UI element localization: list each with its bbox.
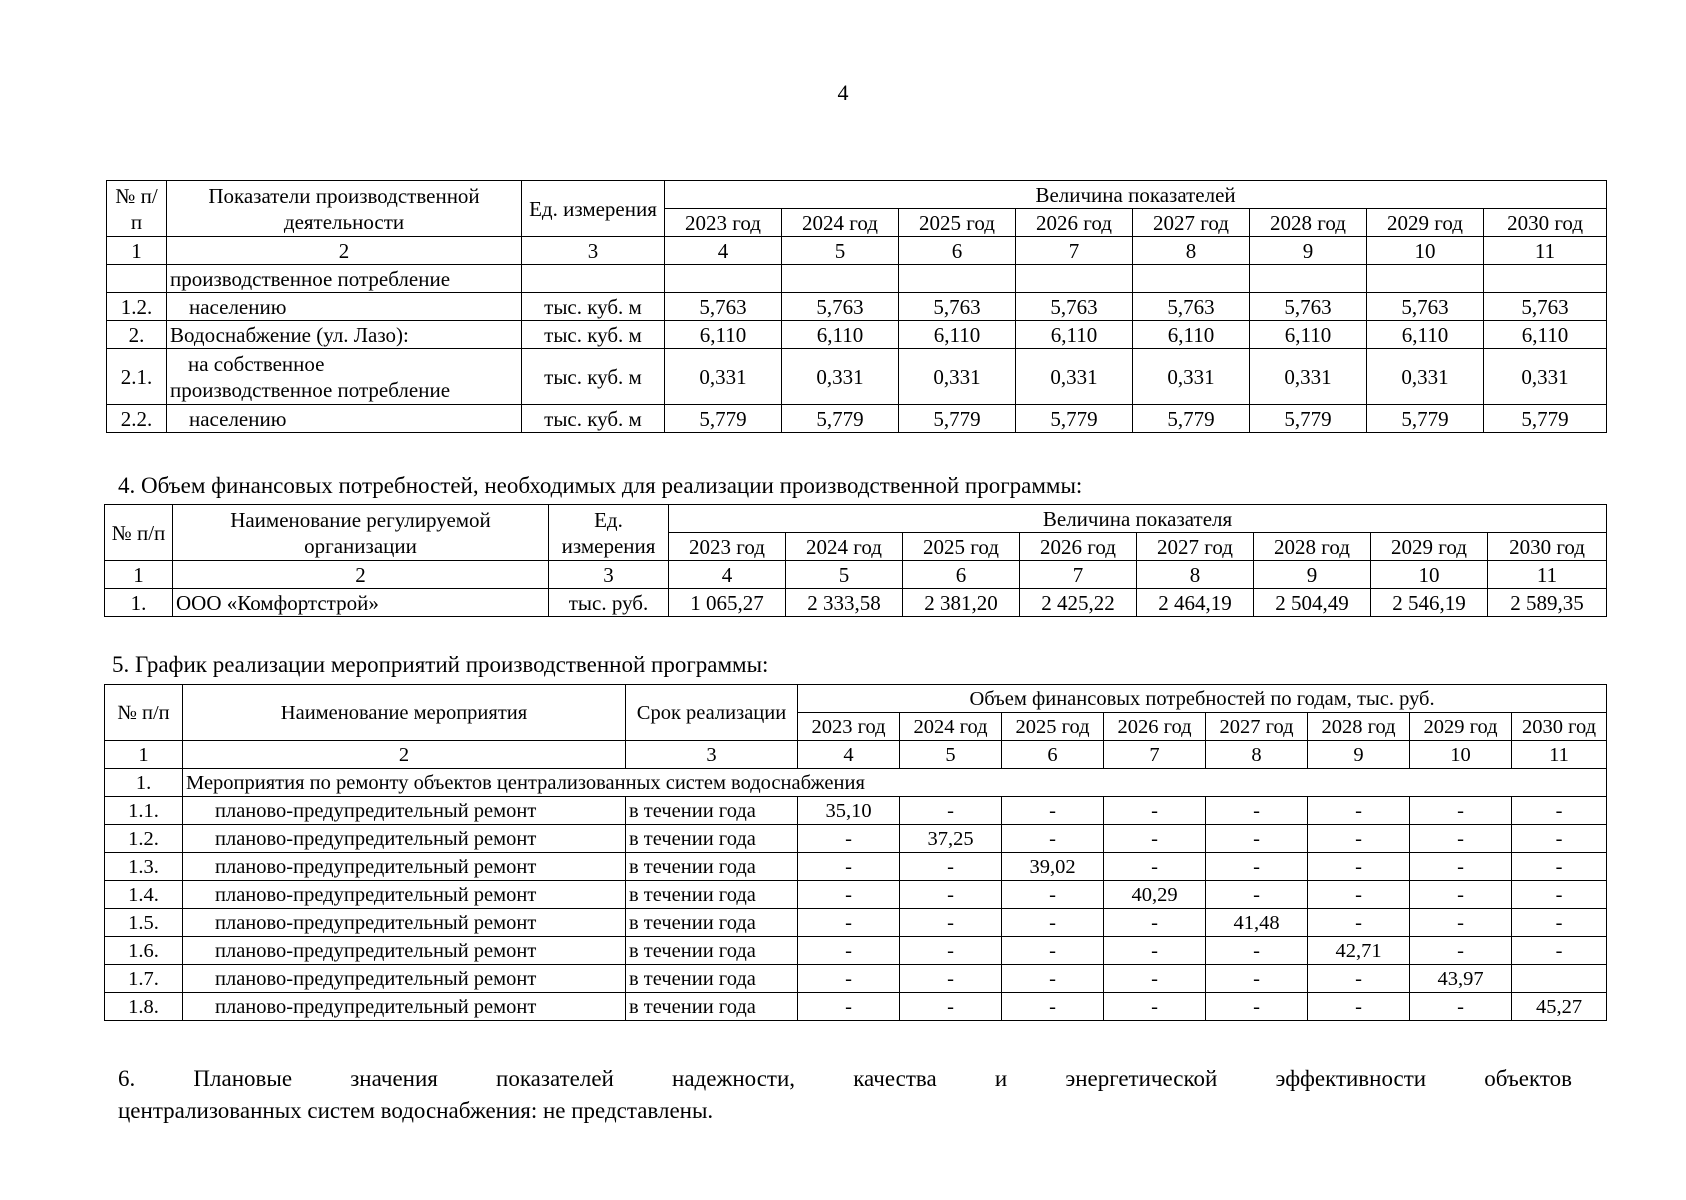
col-number: 5 — [900, 741, 1002, 769]
row-value: - — [1206, 937, 1308, 965]
table-row — [105, 825, 1607, 853]
table-row — [105, 909, 1607, 937]
row-value: 42,71 — [1308, 937, 1410, 965]
header-year: 2026 год — [1104, 713, 1206, 741]
row-num: 1. — [105, 769, 183, 797]
header-indicator: Показатели производственной деятельности — [167, 181, 522, 237]
row-term: в течении года — [626, 853, 798, 881]
row-num: 1.5. — [105, 909, 183, 937]
row-value: 0,331 — [899, 349, 1016, 405]
col-number: 7 — [1020, 561, 1137, 589]
header-year: 2029 год — [1410, 713, 1512, 741]
row-name: планово-предупредительный ремонт — [183, 965, 626, 993]
row-value: - — [1206, 797, 1308, 825]
col-number: 2 — [167, 237, 522, 265]
row-value: - — [900, 937, 1002, 965]
row-value: 40,29 — [1104, 881, 1206, 909]
row-value: 39,02 — [1002, 853, 1104, 881]
row-value: - — [1512, 909, 1607, 937]
col-number: 6 — [899, 237, 1016, 265]
col-number: 2 — [183, 741, 626, 769]
col-number: 2 — [173, 561, 549, 589]
row-value: 0,331 — [782, 349, 899, 405]
row-num: 1.3. — [105, 853, 183, 881]
table-row — [107, 405, 1607, 433]
row-value: - — [798, 909, 900, 937]
row-value: - — [1410, 993, 1512, 1021]
header-num: № п/п — [105, 505, 173, 561]
schedule-table — [104, 684, 1607, 1021]
row-unit: тыс. руб. — [549, 589, 669, 617]
row-value: 41,48 — [1206, 909, 1308, 937]
row-value: - — [798, 881, 900, 909]
col-number: 3 — [549, 561, 669, 589]
row-term: в течении года — [626, 937, 798, 965]
row-num: 1.2. — [105, 825, 183, 853]
row-value: - — [1002, 937, 1104, 965]
row-value: - — [1308, 825, 1410, 853]
header-year: 2029 год — [1371, 533, 1488, 561]
row-value: 5,763 — [1250, 293, 1367, 321]
header-year: 2026 год — [1016, 209, 1133, 237]
col-number: 9 — [1308, 741, 1410, 769]
row-name: населению — [167, 293, 522, 321]
row-value: - — [798, 965, 900, 993]
row-value: 5,779 — [1250, 405, 1367, 433]
header-year: 2023 год — [665, 209, 782, 237]
col-number: 6 — [1002, 741, 1104, 769]
production-indicators-table — [106, 180, 1607, 433]
header-year: 2023 год — [669, 533, 786, 561]
row-value: 5,779 — [665, 405, 782, 433]
header-year: 2023 год — [798, 713, 900, 741]
header-num: № п/п — [105, 685, 183, 741]
row-name-line: на собственное — [188, 351, 325, 376]
row-term: в течении года — [626, 965, 798, 993]
row-value: - — [1002, 993, 1104, 1021]
row-name — [167, 349, 522, 405]
page-number: 4 — [837, 80, 849, 105]
header-year: 2030 год — [1484, 209, 1607, 237]
row-unit: тыс. куб. м — [522, 293, 665, 321]
row-value: - — [1512, 937, 1607, 965]
row-value: 0,331 — [1484, 349, 1607, 405]
table-row — [105, 797, 1607, 825]
row-value: - — [1104, 853, 1206, 881]
row-value: 0,331 — [665, 349, 782, 405]
row-unit: тыс. куб. м — [522, 321, 665, 349]
row-value: - — [1104, 937, 1206, 965]
row-value: 2 381,20 — [903, 589, 1020, 617]
row-value: 6,110 — [1484, 321, 1607, 349]
row-value: 5,763 — [899, 293, 1016, 321]
row-value: - — [1512, 853, 1607, 881]
row-value: 5,779 — [899, 405, 1016, 433]
col-number: 5 — [782, 237, 899, 265]
row-num: 1.7. — [105, 965, 183, 993]
table-row — [105, 881, 1607, 909]
row-value: 1 065,27 — [669, 589, 786, 617]
section5-title: 5. График реализации мероприятий производственной программы: — [112, 652, 769, 677]
row-value: 2 546,19 — [1371, 589, 1488, 617]
row-value: - — [1002, 965, 1104, 993]
row-value: - — [1512, 825, 1607, 853]
col-number: 8 — [1137, 561, 1254, 589]
row-value: - — [1410, 853, 1512, 881]
row-value: 5,779 — [1367, 405, 1484, 433]
col-number: 4 — [798, 741, 900, 769]
table-row — [107, 321, 1607, 349]
row-value: 5,763 — [1133, 293, 1250, 321]
row-unit: тыс. куб. м — [522, 349, 665, 405]
col-number: 4 — [669, 561, 786, 589]
row-value: 5,763 — [1016, 293, 1133, 321]
row-value: - — [1104, 965, 1206, 993]
header-year: 2029 год — [1367, 209, 1484, 237]
row-value: 5,763 — [1484, 293, 1607, 321]
header-year: 2030 год — [1488, 533, 1607, 561]
section6-line2: централизованных систем водоснабжения: не представлены. — [118, 1098, 714, 1123]
col-number: 10 — [1367, 237, 1484, 265]
table-row — [107, 293, 1607, 321]
row-value: 2 464,19 — [1137, 589, 1254, 617]
row-num: 1.1. — [105, 797, 183, 825]
row-name-line: производственное потребление — [170, 377, 451, 402]
row-name: планово-предупредительный ремонт — [183, 825, 626, 853]
row-value: 6,110 — [782, 321, 899, 349]
row-value: - — [1410, 937, 1512, 965]
row-num: 2.1. — [107, 349, 167, 405]
row-value: - — [1308, 853, 1410, 881]
col-number: 1 — [105, 741, 183, 769]
row-value: - — [1410, 881, 1512, 909]
table-row — [107, 265, 1607, 293]
row-value: 2 425,22 — [1020, 589, 1137, 617]
row-value: 5,763 — [1367, 293, 1484, 321]
row-name: производственное потребление — [167, 265, 522, 293]
col-number: 3 — [626, 741, 798, 769]
row-value: - — [900, 993, 1002, 1021]
col-number: 11 — [1512, 741, 1607, 769]
row-value: - — [1104, 825, 1206, 853]
row-term: в течении года — [626, 881, 798, 909]
row-num: 1. — [105, 589, 173, 617]
row-value: 0,331 — [1016, 349, 1133, 405]
col-number: 7 — [1016, 237, 1133, 265]
row-value: 35,10 — [798, 797, 900, 825]
row-value: - — [900, 881, 1002, 909]
col-number: 9 — [1250, 237, 1367, 265]
row-unit: тыс. куб. м — [522, 405, 665, 433]
row-num: 1.4. — [105, 881, 183, 909]
row-value: 2 589,35 — [1488, 589, 1607, 617]
row-value: 5,763 — [782, 293, 899, 321]
table-row — [105, 853, 1607, 881]
header-year: 2024 год — [782, 209, 899, 237]
row-value: - — [1104, 797, 1206, 825]
row-value: - — [1002, 797, 1104, 825]
row-value: 6,110 — [1016, 321, 1133, 349]
col-number: 8 — [1206, 741, 1308, 769]
group-row-name: Мероприятия по ремонту объектов централизованных систем водоснабжения — [183, 769, 1607, 797]
row-value: 5,779 — [1133, 405, 1250, 433]
section6-paragraph — [118, 1063, 1572, 1127]
row-value: 2 333,58 — [786, 589, 903, 617]
header-year: 2027 год — [1133, 209, 1250, 237]
col-number: 7 — [1104, 741, 1206, 769]
row-value: 6,110 — [899, 321, 1016, 349]
header-values-group: Величина показателя — [669, 505, 1607, 533]
header-name: Наименование мероприятия — [183, 685, 626, 741]
row-value: - — [900, 909, 1002, 937]
header-year: 2027 год — [1206, 713, 1308, 741]
row-value: - — [1512, 881, 1607, 909]
section4-title: 4. Объем финансовых потребностей, необходимых для реализации производственной программы: — [118, 473, 1083, 498]
row-value: 0,331 — [1133, 349, 1250, 405]
row-name: населению — [167, 405, 522, 433]
row-value: - — [1512, 797, 1607, 825]
row-value: - — [798, 853, 900, 881]
row-name: Водоснабжение (ул. Лазо): — [167, 321, 522, 349]
row-value: - — [1308, 965, 1410, 993]
row-value: 6,110 — [1367, 321, 1484, 349]
table-row — [105, 993, 1607, 1021]
row-value: - — [798, 993, 900, 1021]
row-value: 37,25 — [900, 825, 1002, 853]
row-term: в течении года — [626, 825, 798, 853]
row-value: - — [798, 825, 900, 853]
header-year: 2030 год — [1512, 713, 1607, 741]
header-values-group: Величина показателей — [665, 181, 1607, 209]
col-number: 3 — [522, 237, 665, 265]
col-number: 10 — [1371, 561, 1488, 589]
row-value: - — [1308, 993, 1410, 1021]
col-number: 5 — [786, 561, 903, 589]
row-value — [1512, 965, 1607, 993]
header-year: 2025 год — [899, 209, 1016, 237]
table-row — [105, 589, 1607, 617]
row-name: планово-предупредительный ремонт — [183, 937, 626, 965]
row-value: - — [1002, 881, 1104, 909]
row-value: 0,331 — [1250, 349, 1367, 405]
header-year: 2028 год — [1250, 209, 1367, 237]
header-values-group: Объем финансовых потребностей по годам, тыс. руб. — [798, 685, 1607, 713]
row-value: - — [1104, 993, 1206, 1021]
row-value: - — [798, 937, 900, 965]
row-term: в течении года — [626, 797, 798, 825]
col-number: 4 — [665, 237, 782, 265]
table-row — [105, 937, 1607, 965]
col-number: 1 — [107, 237, 167, 265]
col-number: 8 — [1133, 237, 1250, 265]
row-value: - — [1308, 797, 1410, 825]
row-value: 6,110 — [1250, 321, 1367, 349]
row-value: 43,97 — [1410, 965, 1512, 993]
header-term: Срок реализации — [626, 685, 798, 741]
col-number: 6 — [903, 561, 1020, 589]
row-value: - — [900, 797, 1002, 825]
row-value: - — [1206, 881, 1308, 909]
col-number: 10 — [1410, 741, 1512, 769]
row-num: 1.2. — [107, 293, 167, 321]
header-year: 2024 год — [900, 713, 1002, 741]
header-year: 2027 год — [1137, 533, 1254, 561]
row-value: 0,331 — [1367, 349, 1484, 405]
group-row — [105, 769, 1607, 797]
row-value: 5,763 — [665, 293, 782, 321]
row-value: - — [900, 965, 1002, 993]
row-value: - — [1206, 993, 1308, 1021]
row-value: 6,110 — [1133, 321, 1250, 349]
row-value: - — [1206, 965, 1308, 993]
row-value: 2 504,49 — [1254, 589, 1371, 617]
col-number: 9 — [1254, 561, 1371, 589]
row-value: 5,779 — [1484, 405, 1607, 433]
header-unit: Ед. измерения — [549, 505, 669, 561]
row-name: планово-предупредительный ремонт — [183, 797, 626, 825]
header-year: 2028 год — [1254, 533, 1371, 561]
row-num: 1.6. — [105, 937, 183, 965]
row-value: 5,779 — [1016, 405, 1133, 433]
row-value: - — [1410, 797, 1512, 825]
row-value: 45,27 — [1512, 993, 1607, 1021]
row-value: - — [1002, 825, 1104, 853]
col-number: 1 — [105, 561, 173, 589]
col-number: 11 — [1484, 237, 1607, 265]
row-value: - — [1104, 909, 1206, 937]
row-name: планово-предупредительный ремонт — [183, 909, 626, 937]
table-row — [107, 349, 1607, 405]
section6-line1: 6. Плановые значения показателей надежности, качества и энергетической эффективности объектов — [118, 1066, 1572, 1091]
row-num: 2. — [107, 321, 167, 349]
row-value: 5,779 — [782, 405, 899, 433]
header-year: 2026 год — [1020, 533, 1137, 561]
row-value: - — [1410, 909, 1512, 937]
row-org: ООО «Комфортстрой» — [173, 589, 549, 617]
header-org: Наименование регулируемой организации — [173, 505, 549, 561]
table-row — [105, 965, 1607, 993]
row-value: - — [1206, 825, 1308, 853]
row-value: - — [1002, 909, 1104, 937]
row-name: планово-предупредительный ремонт — [183, 881, 626, 909]
row-value: - — [1206, 853, 1308, 881]
row-value: 6,110 — [665, 321, 782, 349]
row-value: - — [1308, 881, 1410, 909]
header-year: 2025 год — [1002, 713, 1104, 741]
financial-needs-table — [104, 504, 1607, 617]
header-year: 2028 год — [1308, 713, 1410, 741]
header-num: № п/п — [107, 181, 167, 237]
row-value: - — [1410, 825, 1512, 853]
row-num: 2.2. — [107, 405, 167, 433]
row-term: в течении года — [626, 993, 798, 1021]
row-value: - — [900, 853, 1002, 881]
header-unit: Ед. измерения — [522, 181, 665, 237]
row-value: - — [1308, 909, 1410, 937]
header-year: 2025 год — [903, 533, 1020, 561]
row-term: в течении года — [626, 909, 798, 937]
col-number: 11 — [1488, 561, 1607, 589]
row-num: 1.8. — [105, 993, 183, 1021]
row-name: планово-предупредительный ремонт — [183, 993, 626, 1021]
header-year: 2024 год — [786, 533, 903, 561]
row-name: планово-предупредительный ремонт — [183, 853, 626, 881]
